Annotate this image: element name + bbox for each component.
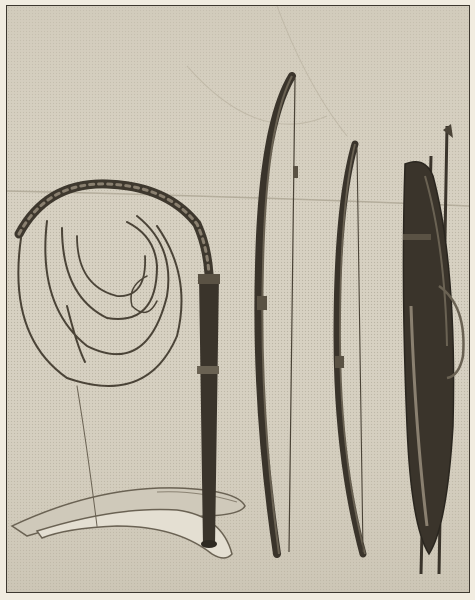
photograph-canvas <box>7 6 469 592</box>
photograph <box>6 5 470 593</box>
